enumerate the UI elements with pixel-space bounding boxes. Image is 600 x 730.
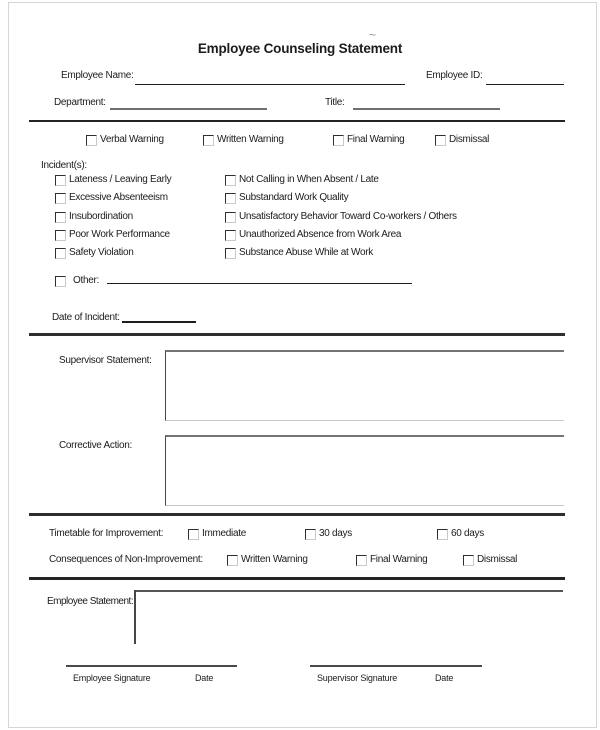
checkbox-icon[interactable] <box>225 193 236 204</box>
checkbox-label: Dismissal <box>477 554 518 565</box>
checkbox-icon[interactable] <box>225 212 236 223</box>
checkbox-label: Poor Work Performance <box>69 229 170 240</box>
checkbox-label: Substandard Work Quality <box>239 192 349 203</box>
checkbox-option-substandard-work[interactable] <box>225 192 348 204</box>
supervisor-signature-label: Supervisor Signature <box>317 673 398 683</box>
checkbox-label: Unsatisfactory Behavior Toward Co-workers / Others <box>239 211 457 222</box>
checkbox-option-verbal-warning[interactable] <box>86 134 164 146</box>
employee-name-input-line[interactable] <box>135 84 405 85</box>
employee-name-label: Employee Name: <box>61 70 134 81</box>
scan-artifact-mark: ~ <box>369 28 377 42</box>
checkbox-icon[interactable] <box>435 135 446 146</box>
supervisor-statement-label: Supervisor Statement: <box>59 355 152 366</box>
checkbox-label: Immediate <box>202 528 246 539</box>
checkbox-label: 30 days <box>319 528 352 539</box>
checkbox-option-not-calling-in[interactable] <box>225 174 379 186</box>
checkbox-option-other[interactable] <box>55 275 99 287</box>
checkbox-label: Safety Violation <box>69 247 134 258</box>
section-divider <box>29 333 565 336</box>
checkbox-option-safety-violation[interactable] <box>55 247 134 259</box>
checkbox-option-lateness[interactable] <box>55 174 171 186</box>
checkbox-label: Insubordination <box>69 211 133 222</box>
checkbox-option-insubordination[interactable] <box>55 211 133 223</box>
form-title: Employee Counseling Statement <box>197 41 403 56</box>
employee-statement-box-edge <box>134 590 136 644</box>
checkbox-icon[interactable] <box>225 248 236 259</box>
supervisor-signature-line[interactable] <box>310 665 482 667</box>
employee-statement-box[interactable] <box>134 590 563 592</box>
timetable-label: Timetable for Improvement: <box>49 528 164 539</box>
department-label: Department: <box>54 97 106 108</box>
checkbox-option-final-warning[interactable] <box>333 134 404 146</box>
checkbox-option-consequence-written-warning[interactable] <box>227 554 308 566</box>
checkbox-icon[interactable] <box>227 555 238 566</box>
employee-signature-date-label: Date <box>195 673 214 683</box>
checkbox-option-consequence-dismissal[interactable] <box>463 554 517 566</box>
employee-id-input-line[interactable] <box>486 84 564 85</box>
checkbox-label: Lateness / Leaving Early <box>69 174 172 185</box>
title-input-line[interactable] <box>353 108 500 110</box>
checkbox-label: Unauthorized Absence from Work Area <box>239 229 402 240</box>
checkbox-option-poor-work-performance[interactable] <box>55 229 170 241</box>
checkbox-icon[interactable] <box>437 529 448 540</box>
department-input-line[interactable] <box>110 108 267 110</box>
checkbox-label: Excessive Absenteeism <box>69 192 168 203</box>
checkbox-option-excessive-absenteeism[interactable] <box>55 192 168 204</box>
checkbox-option-immediate[interactable] <box>188 528 246 540</box>
checkbox-option-30-days[interactable] <box>305 528 352 540</box>
checkbox-icon[interactable] <box>55 248 66 259</box>
checkbox-icon[interactable] <box>225 175 236 186</box>
checkbox-icon[interactable] <box>55 175 66 186</box>
incidents-section-label: Incident(s): <box>41 160 87 171</box>
checkbox-option-dismissal[interactable] <box>435 134 489 146</box>
checkbox-icon[interactable] <box>188 529 199 540</box>
date-of-incident-label: Date of Incident: <box>52 312 120 323</box>
checkbox-icon[interactable] <box>333 135 344 146</box>
checkbox-label: Verbal Warning <box>100 134 164 145</box>
corrective-action-label: Corrective Action: <box>59 440 132 451</box>
checkbox-option-60-days[interactable] <box>437 528 484 540</box>
checkbox-label: Written Warning <box>241 554 308 565</box>
other-input-line[interactable] <box>107 283 412 284</box>
checkbox-icon[interactable] <box>356 555 367 566</box>
employee-signature-label: Employee Signature <box>73 673 151 683</box>
title-label: Title: <box>325 97 345 108</box>
section-divider <box>29 513 565 516</box>
checkbox-option-unauthorized-absence[interactable] <box>225 229 401 241</box>
checkbox-icon[interactable] <box>225 230 236 241</box>
checkbox-icon[interactable] <box>305 529 316 540</box>
checkbox-icon[interactable] <box>55 276 66 287</box>
checkbox-option-substance-abuse[interactable] <box>225 247 373 259</box>
checkbox-label: Written Warning <box>217 134 284 145</box>
employee-signature-line[interactable] <box>66 665 237 667</box>
supervisor-statement-box[interactable] <box>165 350 564 421</box>
checkbox-label: Dismissal <box>449 134 490 145</box>
checkbox-option-consequence-final-warning[interactable] <box>356 554 427 566</box>
checkbox-option-unsatisfactory-behavior[interactable] <box>225 211 457 223</box>
checkbox-label: Final Warning <box>347 134 405 145</box>
supervisor-signature-date-label: Date <box>435 673 454 683</box>
section-divider <box>29 120 565 122</box>
checkbox-icon[interactable] <box>86 135 97 146</box>
checkbox-label: 60 days <box>451 528 484 539</box>
date-of-incident-input-line[interactable] <box>122 321 196 323</box>
checkbox-icon[interactable] <box>55 193 66 204</box>
corrective-action-box[interactable] <box>165 435 564 506</box>
consequences-label: Consequences of Non-Improvement: <box>49 554 203 565</box>
checkbox-label: Other: <box>73 275 99 286</box>
checkbox-label: Substance Abuse While at Work <box>239 247 373 258</box>
checkbox-icon[interactable] <box>463 555 474 566</box>
employee-statement-label: Employee Statement: <box>47 596 134 607</box>
section-divider <box>29 577 565 580</box>
checkbox-icon[interactable] <box>203 135 214 146</box>
checkbox-icon[interactable] <box>55 230 66 241</box>
employee-id-label: Employee ID: <box>426 70 483 81</box>
checkbox-label: Final Warning <box>370 554 428 565</box>
checkbox-option-written-warning[interactable] <box>203 134 284 146</box>
checkbox-label: Not Calling in When Absent / Late <box>239 174 379 185</box>
checkbox-icon[interactable] <box>55 212 66 223</box>
